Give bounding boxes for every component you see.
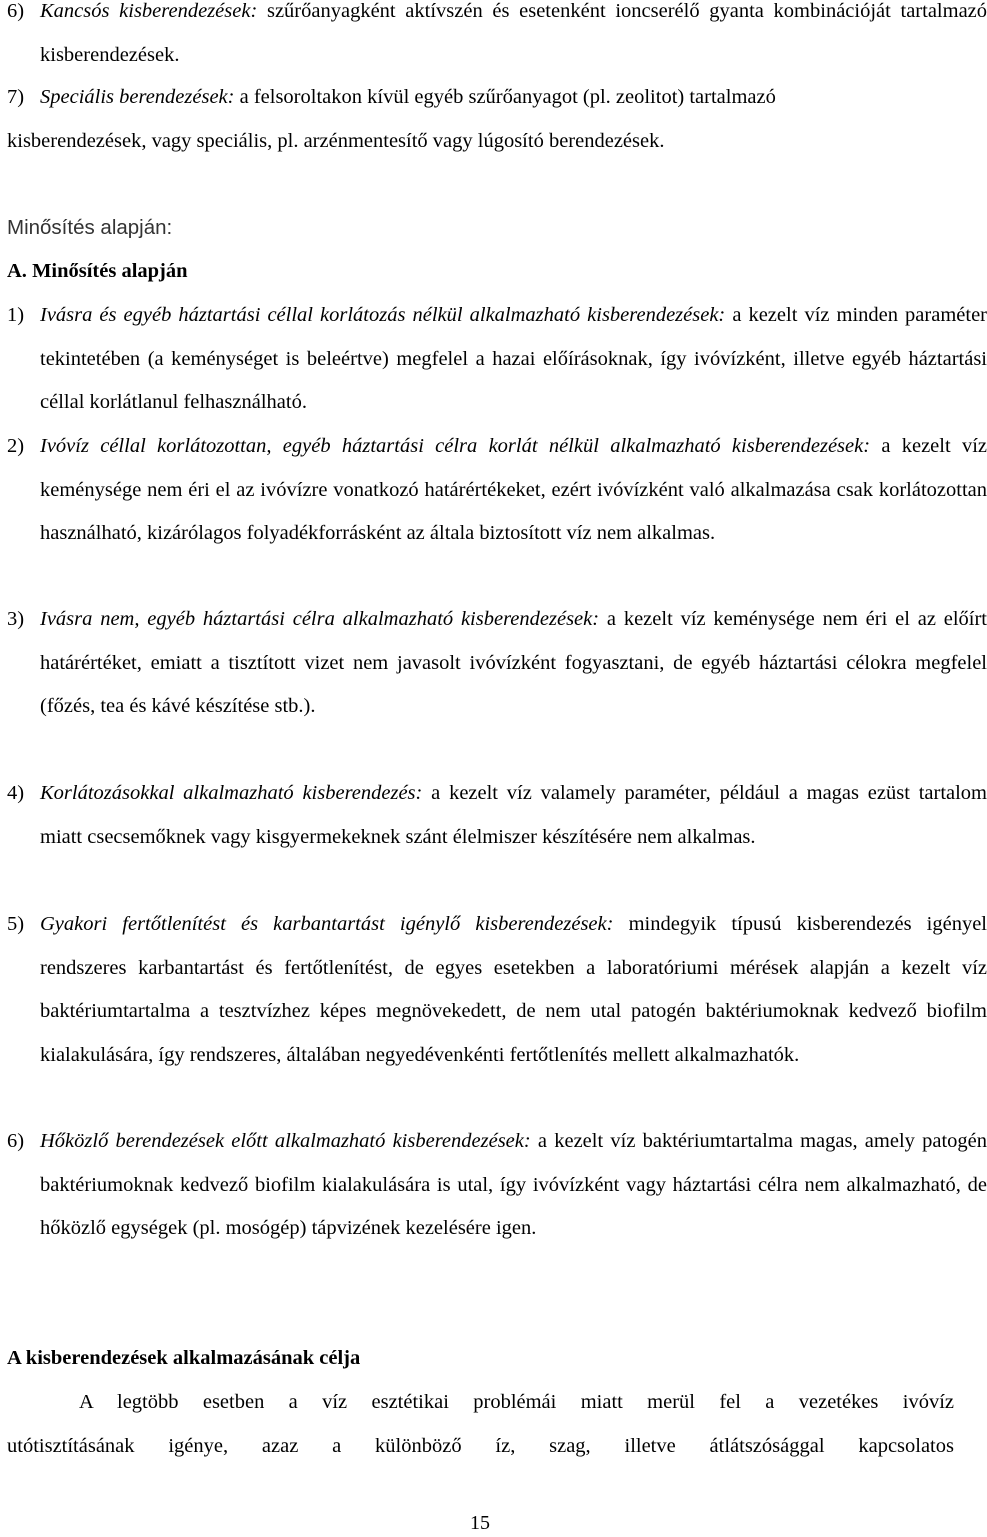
list-number: 5)	[7, 913, 25, 935]
list-number: 6)	[7, 1130, 25, 1152]
list-item-kancsos	[7, 0, 987, 77]
list-term: Ivóvíz céllal korlátozottan, egyéb háztartási célra korlát nélkül alkalmazható kisberendezések:	[40, 435, 871, 457]
section-heading-purpose: A kisberendezések alkalmazásának célja	[7, 1347, 361, 1369]
list-item-6	[7, 1120, 987, 1251]
list-text: a kezelt víz keménysége nem éri el az ivóvízre vonatkozó határértékeket, ezért ivóvízként való alkalmazása csak korlátozottan használható, kizárólagos folyadékforrásként az általa biztosított víz nem alkalmas.	[40, 435, 987, 545]
list-number: 3)	[7, 608, 25, 630]
list-term: Hőközlő berendezések előtt alkalmazható kisberendezések:	[40, 1130, 531, 1152]
paragraph-line: utótisztításának igénye, azaz a különböző íz, szag, illetve átlátszósággal kapcsolatos	[7, 1434, 954, 1457]
list-term: Korlátozásokkal alkalmazható kisberendezés:	[40, 782, 423, 804]
section-letter: A.	[7, 260, 27, 282]
list-text-continued: kisberendezések, vagy speciális, pl. arzénmentesítő vagy lúgosító berendezések.	[7, 129, 665, 152]
list-item-4	[7, 772, 987, 859]
list-text: mindegyik típusú kisberendezés igényel rendszeres karbantartást és fertőtlenítést, de egyes esetekben a laboratóriumi mérések alapján a kezelt víz baktériumtartalma a tesztvízhez képes megnövekedett, de nem utal patogén baktériumoknak kedvező biofilm kialakulására, így rendszeres, általában negyedévenkénti fertőtlenítés mellett alkalmazhatók.	[40, 913, 987, 1066]
list-text: a felsoroltakon kívül egyéb szűrőanyagot (pl. zeolitot) tartalmazó	[239, 86, 776, 108]
list-term: Kancsós kisberendezések:	[40, 0, 258, 22]
minosites-label: Minősítés alapján:	[7, 216, 173, 239]
list-text: szűrőanyagként aktívszén és esetenként ioncserélő gyanta kombinációját tartalmazó kisberendezések.	[40, 0, 987, 66]
list-term: Gyakori fertőtlenítést és karbantartást igénylő kisberendezések:	[40, 913, 614, 935]
list-item-1	[7, 294, 987, 425]
list-term: Speciális berendezések:	[40, 86, 235, 108]
section-title: Minősítés alapján	[32, 260, 188, 282]
list-number: 6)	[7, 0, 25, 22]
list-number: 7)	[7, 86, 25, 108]
paragraph	[7, 1381, 954, 1468]
list-item-3	[7, 598, 987, 729]
list-text: a kezelt víz minden paraméter tekintetében (a keménységet is beleértve) megfelel a hazai előírásoknak, így ivóvízként, illetve egyéb háztartási céllal korlátlanul felhasználható.	[40, 304, 987, 414]
list-number: 1)	[7, 304, 25, 326]
list-item-5	[7, 903, 987, 1077]
list-item-2	[7, 425, 987, 556]
list-number: 4)	[7, 782, 25, 804]
list-text: a kezelt víz baktériumtartalma magas, amely patogén baktériumoknak kedvező biofilm kialakulására is utal, így ivóvízként vagy háztartási célra nem alkalmazható, de hőközlő egységek (pl. mosógép) tápvizének kezelésére igen.	[40, 1130, 987, 1240]
list-text: a kezelt víz valamely paraméter, például a magas ezüst tartalom miatt csecsemőknek vagy kisgyermekeknek szánt élelmiszer készítésére nem alkalmas.	[40, 782, 987, 848]
list-number: 2)	[7, 435, 25, 457]
list-term: Ivásra és egyéb háztartási céllal korlátozás nélkül alkalmazható kisberendezések:	[40, 304, 726, 326]
page-number: 15	[470, 1512, 490, 1534]
list-text: a kezelt víz keménysége nem éri el az előírt határértéket, emiatt a tisztított vizet nem javasolt ivóvízként fogyasztani, de egyéb háztartási célokra megfelel (főzés, tea és kávé készítése stb.).	[40, 608, 987, 718]
list-term: Ivásra nem, egyéb háztartási célra alkalmazható kisberendezések:	[40, 608, 600, 630]
paragraph-line: A legtöbb esetben a víz esztétikai problémái miatt merül fel a vezetékes ivóvíz	[79, 1391, 954, 1413]
section-heading-a	[7, 250, 954, 294]
list-item-specialis	[7, 76, 987, 163]
